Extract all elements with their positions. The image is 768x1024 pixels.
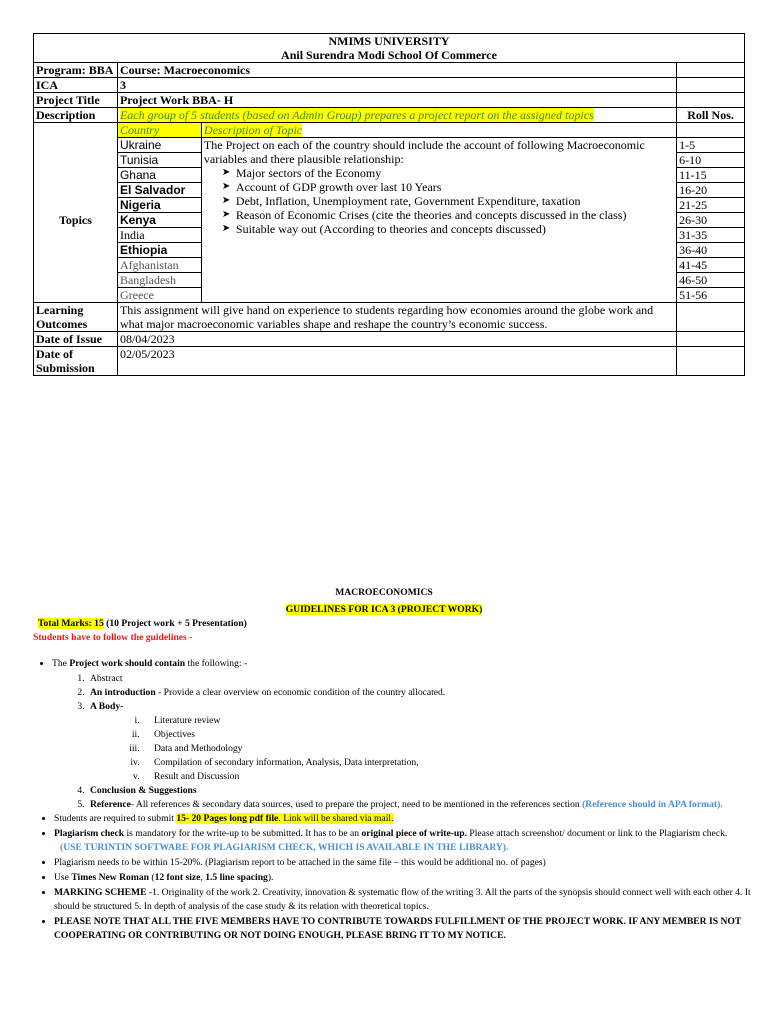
list-item: 2. An introduction - Provide a clear overview on economic condition of the country allocated. bbox=[87, 686, 768, 700]
guidelines-subtitle: GUIDELINES FOR ICA 3 (PROJECT WORK) bbox=[285, 604, 483, 615]
learning-outcomes-value: This assignment will give hand on experience to students regarding how economies around the globe work and what major macroeconomic variables shape and reshape the country’s economic success. bbox=[117, 303, 676, 332]
topic-point: ➤ Account of GDP growth over last 10 Years bbox=[222, 180, 674, 194]
contents-list bbox=[0, 672, 768, 812]
guidelines-section bbox=[0, 586, 768, 944]
topic-point: ➤ Major sectors of the Economy bbox=[222, 166, 674, 180]
ica-value: 3 bbox=[117, 78, 676, 93]
follow-guidelines: Students have to follow the guidelines - bbox=[33, 632, 193, 643]
description-value bbox=[117, 108, 676, 123]
list-item: v. Result and Discussion bbox=[142, 770, 768, 784]
roll-nos-label: Roll Nos. bbox=[677, 108, 745, 123]
list-item: • Students are required to submit 15- 20 Pages long pdf file. Link will be shared via mail. bbox=[54, 812, 768, 826]
country-cell: Ethiopia bbox=[117, 243, 201, 258]
country-cell: Bangladesh bbox=[117, 273, 201, 288]
description-text: Each group of 5 students (based on Admin Group) prepares a project report on the assigned topics bbox=[119, 108, 594, 122]
guideline-list bbox=[0, 657, 768, 671]
list-item: 1. Abstract bbox=[87, 672, 768, 686]
list-item: 5. Reference- All references & secondary data sources, used to prepare the project, need to be mentioned in the references section (Reference should in APA format). bbox=[87, 798, 768, 812]
roll-cell: 11-15 bbox=[677, 168, 745, 183]
school-name: Anil Surendra Modi School Of Commerce bbox=[281, 48, 497, 62]
list-item: iv. Compilation of secondary information, Analysis, Data interpretation, bbox=[142, 756, 768, 770]
body-sublist bbox=[90, 714, 768, 784]
topics-label: Topics bbox=[34, 138, 118, 303]
program-label: Program: BBA bbox=[34, 63, 118, 78]
list-item: ii. Objectives bbox=[142, 728, 768, 742]
total-marks: Total Marks: 15 (10 Project work + 5 Presentation) bbox=[38, 618, 247, 629]
roll-cell: 26-30 bbox=[677, 213, 745, 228]
topic-description-header: Description of Topic bbox=[203, 123, 303, 137]
project-title-value: Project Work BBA- H bbox=[117, 93, 676, 108]
description-label: Description bbox=[34, 108, 118, 123]
country-cell: Kenya bbox=[117, 213, 201, 228]
list-item: • Plagiarism check is mandatory for the write-up to be submitted. It has to be an original piece of write-up. Please attach screenshot/ document or link to the Plagiarism check. (USE TURINTIN SOFTWARE FOR PLAGIARISM CHECK, WHICH IS AVAILABLE IN THE LIBRARY). bbox=[54, 827, 768, 855]
list-item: iii. Data and Methodology bbox=[142, 742, 768, 756]
project-title-label: Project Title bbox=[34, 93, 118, 108]
project-contents: • The Project work should contain the following: - bbox=[52, 657, 768, 671]
empty-cell bbox=[677, 63, 745, 78]
empty-cell bbox=[677, 332, 745, 347]
university-name: NMIMS UNIVERSITY bbox=[328, 34, 450, 48]
list-item: 3. A Body- i. Literature review ii. Objectives iii. Data and Methodology iv. Compilation of secondary information, Analysis, Data interpretation, v. Result and Discussion bbox=[87, 700, 768, 784]
topic-description bbox=[201, 138, 676, 303]
roll-cell: 41-45 bbox=[677, 258, 745, 273]
list-item: • PLEASE NOTE THAT ALL THE FIVE MEMBERS HAVE TO CONTRIBUTE TOWARDS FULFILLMENT OF THE PROJECT WORK. IF ANY MEMBER IS NOT COOPERATING OR CONTRIBUTING OR NOT DOING ENOUGH, PLEASE BRING IT TO MY NOTICE. bbox=[54, 915, 768, 943]
roll-cell: 6-10 bbox=[677, 153, 745, 168]
roll-cell: 1-5 bbox=[677, 138, 745, 153]
country-cell: India bbox=[117, 228, 201, 243]
list-item: • Use Times New Roman (12 font size, 1.5 line spacing). bbox=[54, 871, 768, 885]
roll-cell: 36-40 bbox=[677, 243, 745, 258]
list-item: i. Literature review bbox=[142, 714, 768, 728]
country-cell: El Salvador bbox=[117, 183, 201, 198]
list-item: • Plagiarism needs to be within 15-20%. (Plagiarism report to be attached in the same file – this would be additional no. of pages) bbox=[54, 856, 768, 870]
empty-cell bbox=[677, 303, 745, 332]
topic-points bbox=[204, 166, 674, 236]
empty-cell bbox=[677, 347, 745, 376]
turnitin-note: (USE TURINTIN SOFTWARE FOR PLAGIARISM CHECK, WHICH IS AVAILABLE IN THE LIBRARY). bbox=[60, 842, 509, 853]
list-item: 4. Conclusion & Suggestions bbox=[87, 784, 768, 798]
topic-intro: The Project on each of the country should include the account of following Macroeconomic variables and there plausible relationship: bbox=[203, 138, 645, 166]
table-header bbox=[34, 34, 745, 63]
course-value: Course: Macroeconomics bbox=[117, 63, 676, 78]
country-cell: Ghana bbox=[117, 168, 201, 183]
country-cell: Tunisia bbox=[117, 153, 201, 168]
empty-cell bbox=[677, 78, 745, 93]
date-of-issue-value: 08/04/2023 bbox=[117, 332, 676, 347]
empty-cell bbox=[677, 93, 745, 108]
country-cell: Greece bbox=[117, 288, 201, 303]
list-item: • MARKING SCHEME -1. Originality of the work 2. Creativity, innovation & systematic flow of the writing 3. All the parts of the synopsis should connect well with each other 4. It should be structured 5. In depth of analysis of the case study & its relation with theoretical topics. bbox=[54, 886, 768, 914]
country-cell: Afghanistan bbox=[117, 258, 201, 273]
guidelines-title: MACROECONOMICS bbox=[335, 587, 433, 598]
requirements-list bbox=[0, 812, 768, 943]
roll-cell: 31-35 bbox=[677, 228, 745, 243]
topic-point: ➤ Debt, Inflation, Unemployment rate, Government Expenditure, taxation bbox=[222, 194, 674, 208]
ica-label: ICA bbox=[34, 78, 118, 93]
roll-cell: 51-56 bbox=[677, 288, 745, 303]
date-of-submission-value: 02/05/2023 bbox=[117, 347, 676, 376]
topic-point: ➤ Reason of Economic Crises (cite the theories and concepts discussed in the class) bbox=[222, 208, 674, 222]
country-cell: Ukraine bbox=[117, 138, 201, 153]
country-cell: Nigeria bbox=[117, 198, 201, 213]
topic-point: ➤ Suitable way out (According to theories and concepts discussed) bbox=[222, 222, 674, 236]
roll-cell: 46-50 bbox=[677, 273, 745, 288]
date-of-submission-label: Date of Submission bbox=[34, 347, 118, 376]
roll-cell: 16-20 bbox=[677, 183, 745, 198]
learning-outcomes-label: Learning Outcomes bbox=[34, 303, 118, 332]
country-header: Country bbox=[117, 123, 201, 138]
ica-table bbox=[33, 33, 745, 376]
date-of-issue-label: Date of Issue bbox=[34, 332, 118, 347]
roll-cell: 21-25 bbox=[677, 198, 745, 213]
